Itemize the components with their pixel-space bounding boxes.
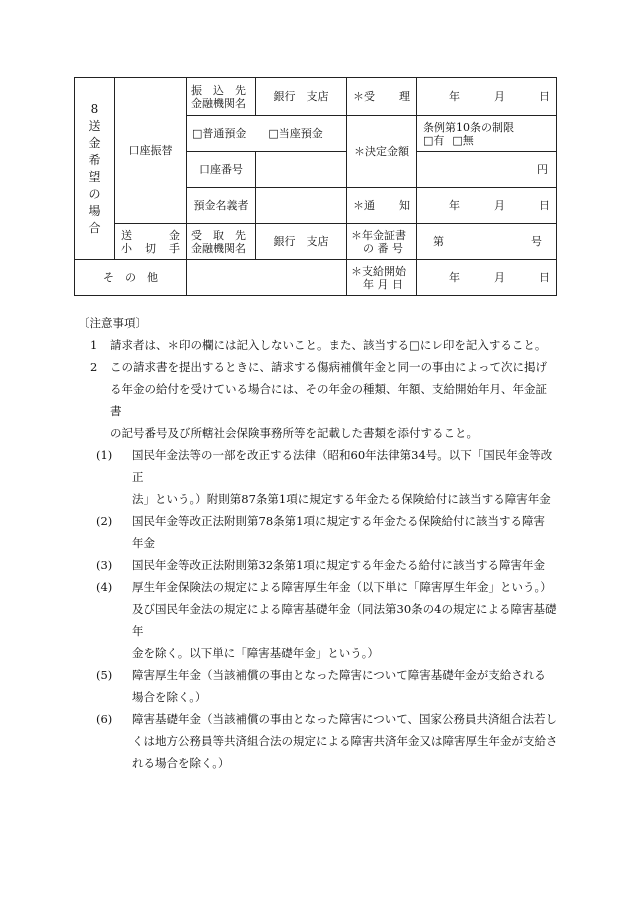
uketori-saki-label: 受 取 先 金融機関名 <box>187 224 256 260</box>
remittance-form-table <box>74 77 557 296</box>
tsuchi-date-field[interactable]: 年 月 日 <box>417 188 557 224</box>
account-type-field[interactable] <box>187 116 347 152</box>
sonota-field[interactable] <box>187 260 347 296</box>
note-subitem-4: (4) 厚生年金保険法の規定による障害厚生年金（以下単に「障害厚生年金」という。） 及び国民年金法の規定による障害基礎年金（同法第30条の4の規定による障害基礎年 金を除く。以下単に「障害基礎年金」という。） <box>96 580 557 660</box>
kettei-kingaku-label: ＊決定金額 <box>347 116 417 188</box>
note-item-2: 2 この請求書を提出するときに、請求する傷病補償年金と同一の事由によって次に掲げ る年金の給付を受けている場合には、その年金の種類、年額、支給開始年月、年金証書 の記号番号及び所轄社会保険事務所等を記載した書類を添付すること。 <box>90 360 547 440</box>
notes-section <box>78 312 558 774</box>
section-8-title: 8 送 金 希 望 の 場 合 <box>75 78 115 260</box>
shikyu-kaishi-label: ＊支給開始 年 月 日 <box>347 260 417 296</box>
note-subitem-5: (5) 障害厚生年金（当該補償の事由となった障害について障害基礎年金が支給される 場合を除く。） <box>96 668 546 704</box>
tsuchi-label: ＊通 知 <box>347 188 417 224</box>
sonota-label: そ の 他 <box>75 260 187 296</box>
uketori-bank-field[interactable]: 銀行 支店 <box>256 224 347 260</box>
jorei-restriction-field[interactable]: 条例第10条の制限 □有 □無 <box>417 116 557 152</box>
uketsuke-label: ＊受 理 <box>347 78 417 116</box>
furikomisaki-bank-field[interactable]: 銀行 支店 <box>256 78 347 116</box>
kettei-kingaku-field[interactable]: 円 <box>417 152 557 188</box>
nenkin-shosho-field[interactable]: 第 号 <box>417 224 557 260</box>
note-subitem-6: (6) 障害基礎年金（当該補償の事由となった障害について、国家公務員共済組合法若し くは地方公務員等共済組合法の規定による障害共済年金又は障害厚生年金が支給さ れる場合を除く。） <box>96 712 558 770</box>
note-subitem-1: (1) 国民年金法等の一部を改正する法律（昭和60年法律第34号。以下「国民年金等改正 法」という。）附則第87条第1項に規定する年金たる保険給付に該当する障害年金 <box>96 448 553 506</box>
toza-yokin-checkbox[interactable]: □当座預金 <box>268 127 323 140</box>
koza-furikae-label: 口座振替 <box>115 78 187 224</box>
note-item-1: 1 請求者は、＊印の欄には記入しないこと。また、該当する□にレ印を記入すること。 <box>90 338 547 352</box>
note-subitem-3: (3) 国民年金等改正法附則第32条第1項に規定する年金たる給付に該当する障害年金 <box>96 558 545 572</box>
furikomisaki-label: 振 込 先 金融機関名 <box>187 78 256 116</box>
koza-bango-label: 口座番号 <box>187 152 256 188</box>
note-subitem-2: (2) 国民年金等改正法附則第78条第1項に規定する年金たる保険給付に該当する障害 年金 <box>96 514 545 550</box>
futsu-yokin-checkbox[interactable]: □普通預金 <box>192 127 247 140</box>
uketsuke-date-field[interactable]: 年 月 日 <box>417 78 557 116</box>
koza-bango-field[interactable] <box>256 152 347 188</box>
meigi-field[interactable] <box>256 188 347 224</box>
sokin-kogitte-label: 送 金 小 切 手 <box>115 224 187 260</box>
notes-title: 〔注意事項〕 <box>78 316 147 330</box>
shikyu-kaishi-date-field[interactable]: 年 月 日 <box>417 260 557 296</box>
nenkin-shosho-label: ＊年金証書 の 番 号 <box>347 224 417 260</box>
meigi-label: 預金名義者 <box>187 188 256 224</box>
